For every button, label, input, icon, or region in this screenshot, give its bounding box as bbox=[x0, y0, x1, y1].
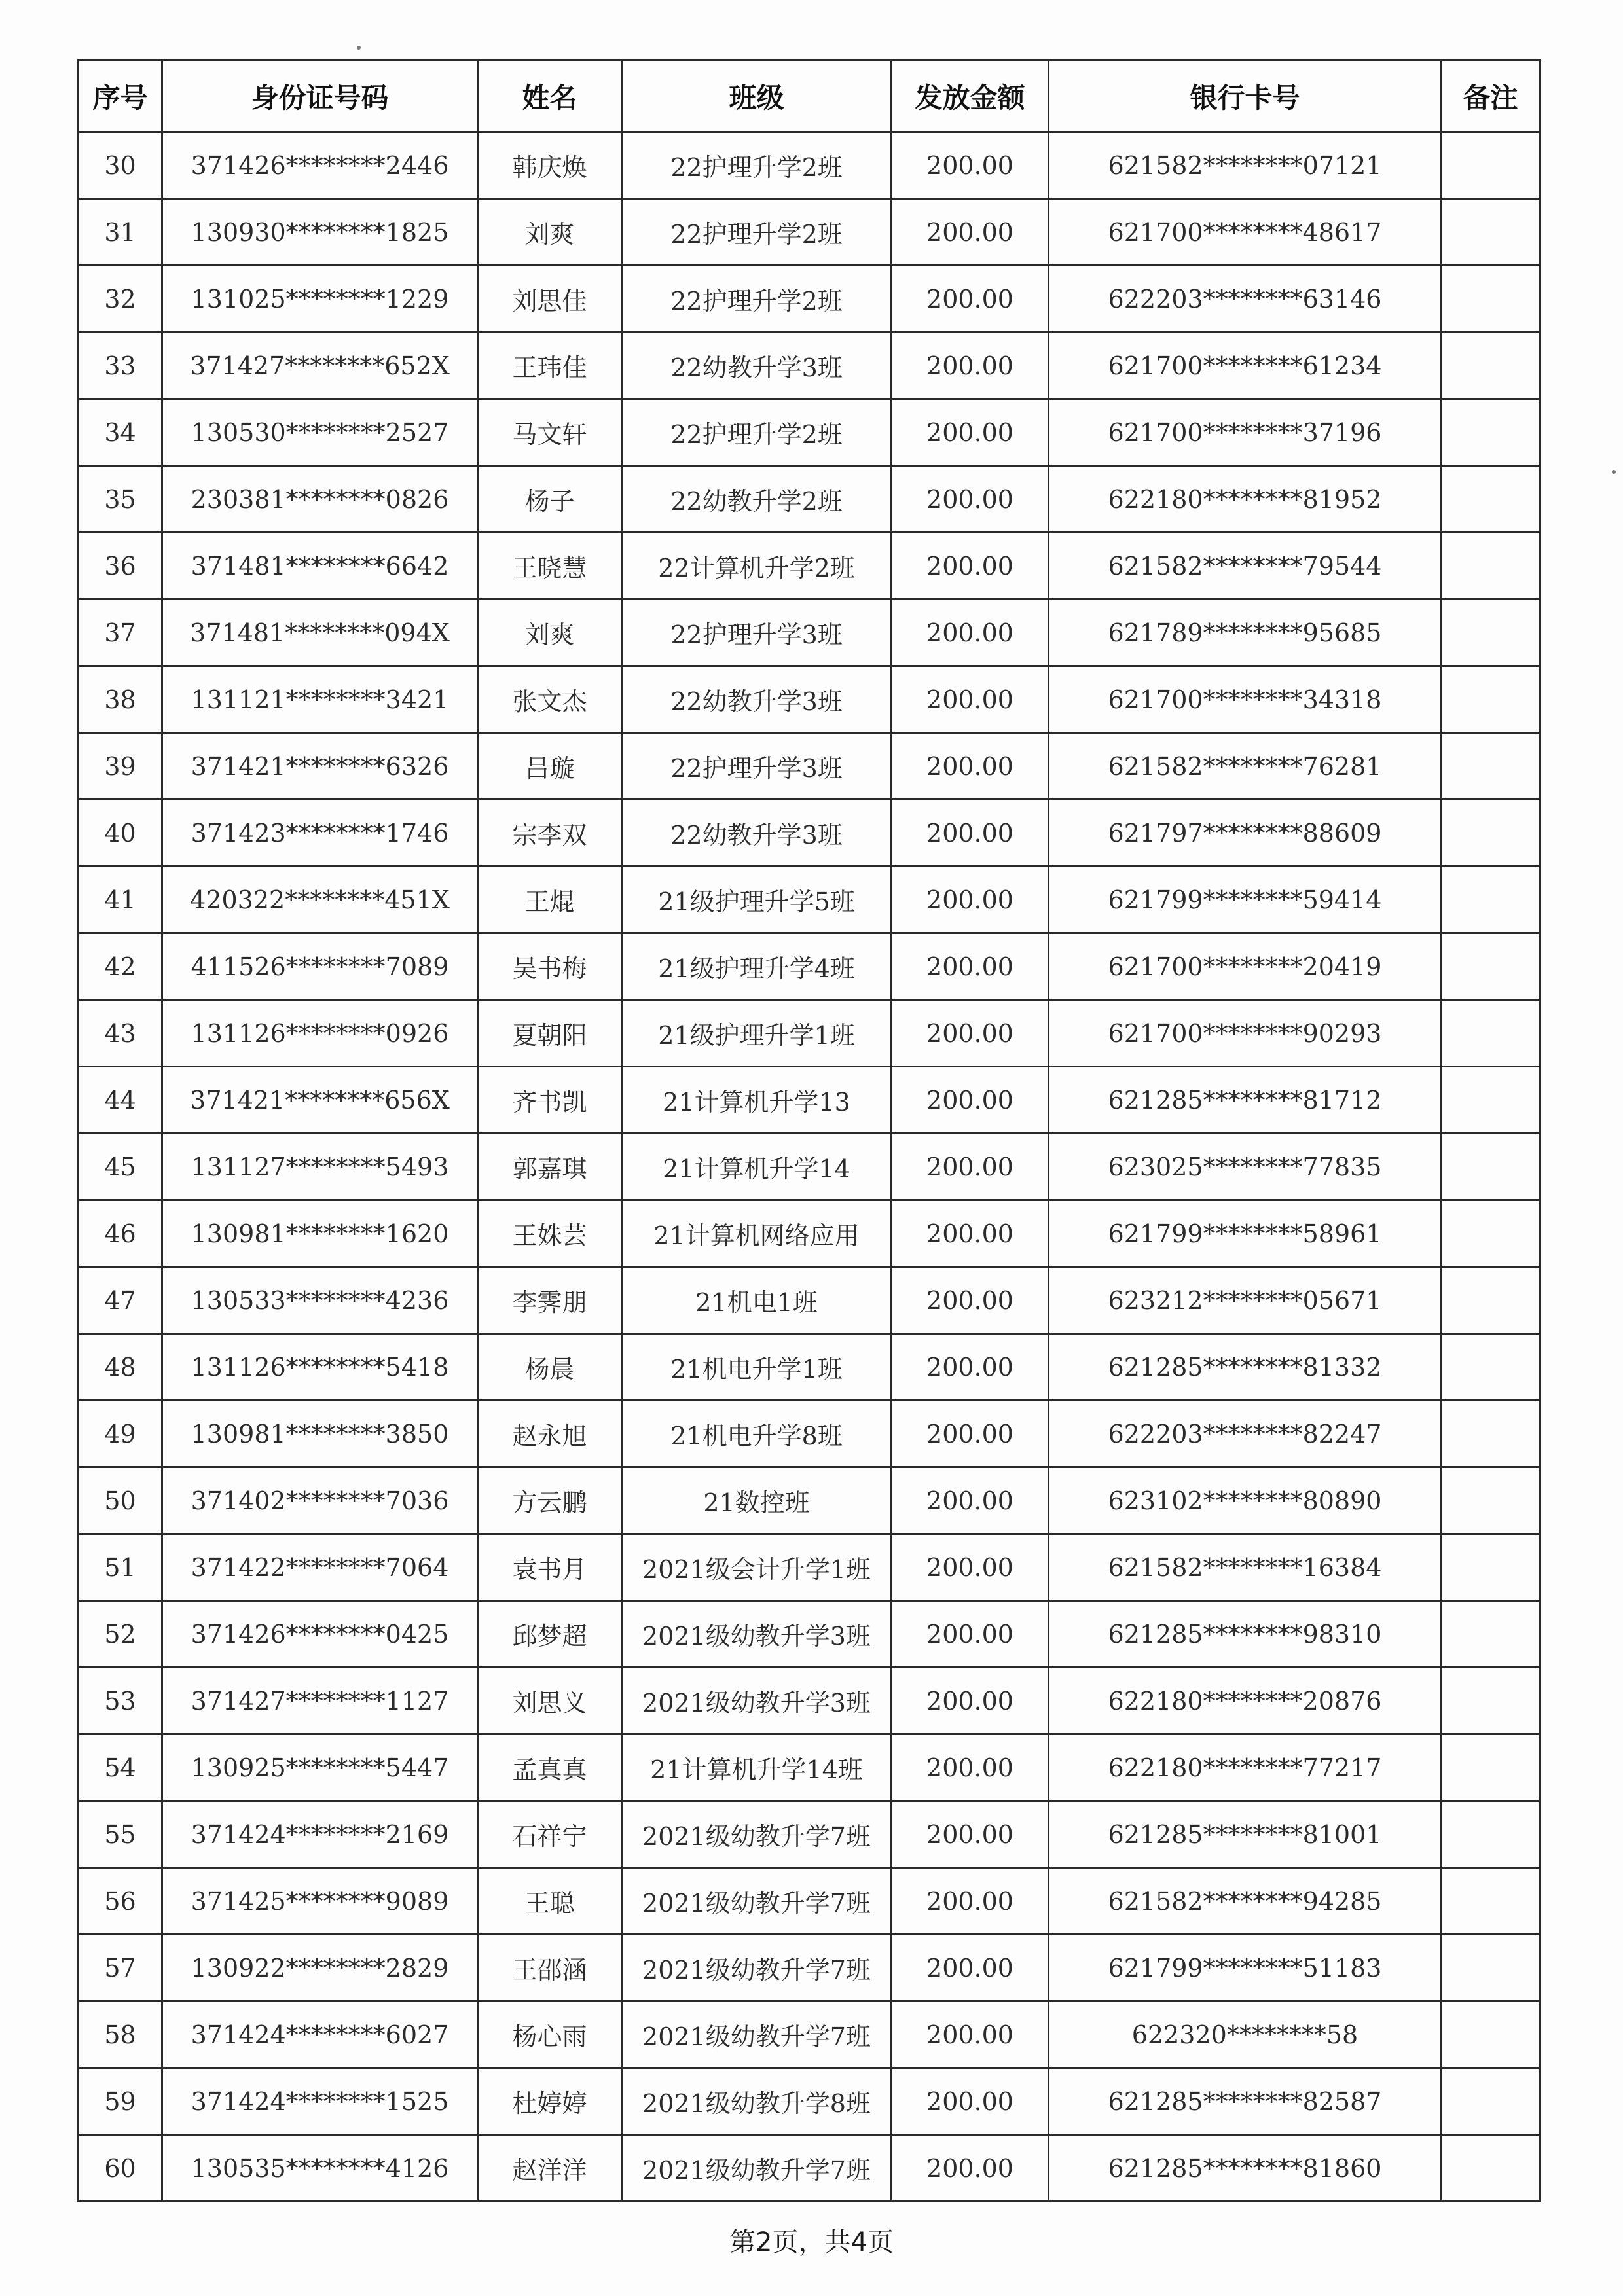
cell-id-number: 371427********1127 bbox=[162, 1668, 478, 1734]
cell-name: 郭嘉琪 bbox=[478, 1134, 622, 1200]
table-row bbox=[79, 1200, 1540, 1267]
cell-id-number: 371421********6326 bbox=[162, 733, 478, 800]
cell-amount: 200.00 bbox=[892, 1534, 1049, 1601]
scan-speck bbox=[1612, 470, 1616, 474]
cell-amount: 200.00 bbox=[892, 1734, 1049, 1801]
table-row bbox=[79, 1134, 1540, 1200]
cell-bank-card: 621797********88609 bbox=[1049, 800, 1442, 867]
cell-remarks bbox=[1442, 867, 1540, 933]
cell-index: 35 bbox=[79, 466, 162, 533]
cell-bank-card: 623025********77835 bbox=[1049, 1134, 1442, 1200]
cell-class: 22护理升学3班 bbox=[622, 733, 892, 800]
header-index: 序号 bbox=[79, 60, 162, 132]
cell-id-number: 130530********2527 bbox=[162, 399, 478, 466]
cell-bank-card: 621799********59414 bbox=[1049, 867, 1442, 933]
cell-class: 22护理升学2班 bbox=[622, 266, 892, 332]
table-row bbox=[79, 1401, 1540, 1467]
cell-amount: 200.00 bbox=[892, 399, 1049, 466]
cell-bank-card: 623212********05671 bbox=[1049, 1267, 1442, 1334]
cell-remarks bbox=[1442, 733, 1540, 800]
cell-class: 2021级幼教升学7班 bbox=[622, 1868, 892, 1935]
cell-remarks bbox=[1442, 132, 1540, 199]
cell-class: 21计算机网络应用 bbox=[622, 1200, 892, 1267]
page-indicator: 第2页，共4页 bbox=[729, 2227, 894, 2257]
table-body bbox=[79, 132, 1540, 2202]
cell-id-number: 130535********4126 bbox=[162, 2135, 478, 2202]
table-row bbox=[79, 199, 1540, 266]
cell-amount: 200.00 bbox=[892, 1401, 1049, 1467]
cell-remarks bbox=[1442, 332, 1540, 399]
cell-name: 吴书梅 bbox=[478, 933, 622, 1000]
table-row bbox=[79, 2135, 1540, 2202]
table-row bbox=[79, 1534, 1540, 1601]
cell-bank-card: 621799********51183 bbox=[1049, 1935, 1442, 2001]
cell-name: 王聪 bbox=[478, 1868, 622, 1935]
cell-bank-card: 621789********95685 bbox=[1049, 600, 1442, 666]
cell-index: 30 bbox=[79, 132, 162, 199]
cell-amount: 200.00 bbox=[892, 1134, 1049, 1200]
cell-class: 21机电升学1班 bbox=[622, 1334, 892, 1401]
cell-name: 刘思义 bbox=[478, 1668, 622, 1734]
cell-class: 2021级会计升学1班 bbox=[622, 1534, 892, 1601]
cell-remarks bbox=[1442, 1401, 1540, 1467]
cell-id-number: 130533********4236 bbox=[162, 1267, 478, 1334]
header-id-number: 身份证号码 bbox=[162, 60, 478, 132]
cell-name: 刘思佳 bbox=[478, 266, 622, 332]
cell-name: 杨心雨 bbox=[478, 2001, 622, 2068]
cell-name: 邱梦超 bbox=[478, 1601, 622, 1668]
cell-index: 60 bbox=[79, 2135, 162, 2202]
cell-remarks bbox=[1442, 800, 1540, 867]
cell-remarks bbox=[1442, 466, 1540, 533]
cell-class: 2021级幼教升学8班 bbox=[622, 2068, 892, 2135]
table-row bbox=[79, 533, 1540, 600]
cell-amount: 200.00 bbox=[892, 867, 1049, 933]
cell-class: 21计算机升学13 bbox=[622, 1067, 892, 1134]
table-row bbox=[79, 1000, 1540, 1067]
cell-bank-card: 621285********81712 bbox=[1049, 1067, 1442, 1134]
cell-class: 21机电升学8班 bbox=[622, 1401, 892, 1467]
cell-class: 22计算机升学2班 bbox=[622, 533, 892, 600]
cell-amount: 200.00 bbox=[892, 2001, 1049, 2068]
cell-class: 22幼教升学2班 bbox=[622, 466, 892, 533]
cell-id-number: 371424********6027 bbox=[162, 2001, 478, 2068]
cell-name: 杜婷婷 bbox=[478, 2068, 622, 2135]
cell-index: 44 bbox=[79, 1067, 162, 1134]
cell-name: 王玮佳 bbox=[478, 332, 622, 399]
table-row bbox=[79, 800, 1540, 867]
cell-id-number: 371423********1746 bbox=[162, 800, 478, 867]
cell-name: 杨晨 bbox=[478, 1334, 622, 1401]
cell-class: 2021级幼教升学3班 bbox=[622, 1601, 892, 1668]
cell-class: 21机电1班 bbox=[622, 1267, 892, 1334]
table-row bbox=[79, 1067, 1540, 1134]
cell-bank-card: 621285********81860 bbox=[1049, 2135, 1442, 2202]
cell-bank-card: 621700********61234 bbox=[1049, 332, 1442, 399]
cell-index: 59 bbox=[79, 2068, 162, 2135]
cell-amount: 200.00 bbox=[892, 1868, 1049, 1935]
cell-name: 石祥宁 bbox=[478, 1801, 622, 1868]
cell-bank-card: 622203********82247 bbox=[1049, 1401, 1442, 1467]
cell-name: 张文杰 bbox=[478, 666, 622, 733]
cell-id-number: 130930********1825 bbox=[162, 199, 478, 266]
cell-class: 22幼教升学3班 bbox=[622, 332, 892, 399]
cell-remarks bbox=[1442, 199, 1540, 266]
cell-amount: 200.00 bbox=[892, 1601, 1049, 1668]
cell-id-number: 130925********5447 bbox=[162, 1734, 478, 1801]
cell-remarks bbox=[1442, 933, 1540, 1000]
cell-amount: 200.00 bbox=[892, 466, 1049, 533]
header-amount: 发放金额 bbox=[892, 60, 1049, 132]
cell-index: 48 bbox=[79, 1334, 162, 1401]
cell-bank-card: 623102********80890 bbox=[1049, 1467, 1442, 1534]
cell-amount: 200.00 bbox=[892, 1267, 1049, 1334]
cell-name: 李霁朋 bbox=[478, 1267, 622, 1334]
header-row bbox=[79, 60, 1540, 132]
cell-bank-card: 622180********81952 bbox=[1049, 466, 1442, 533]
cell-index: 34 bbox=[79, 399, 162, 466]
cell-index: 40 bbox=[79, 800, 162, 867]
cell-class: 21计算机升学14 bbox=[622, 1134, 892, 1200]
cell-id-number: 371481********6642 bbox=[162, 533, 478, 600]
cell-amount: 200.00 bbox=[892, 332, 1049, 399]
table-row bbox=[79, 1334, 1540, 1401]
cell-amount: 200.00 bbox=[892, 266, 1049, 332]
cell-index: 47 bbox=[79, 1267, 162, 1334]
disbursement-table bbox=[77, 59, 1541, 2202]
cell-name: 王焜 bbox=[478, 867, 622, 933]
table-row bbox=[79, 132, 1540, 199]
table-row bbox=[79, 1868, 1540, 1935]
cell-id-number: 371425********9089 bbox=[162, 1868, 478, 1935]
cell-name: 韩庆焕 bbox=[478, 132, 622, 199]
cell-bank-card: 621582********94285 bbox=[1049, 1868, 1442, 1935]
cell-class: 22护理升学3班 bbox=[622, 600, 892, 666]
header-remarks: 备注 bbox=[1442, 60, 1540, 132]
cell-remarks bbox=[1442, 1200, 1540, 1267]
cell-remarks bbox=[1442, 1601, 1540, 1668]
table-row bbox=[79, 600, 1540, 666]
cell-name: 赵洋洋 bbox=[478, 2135, 622, 2202]
cell-class: 21级护理升学5班 bbox=[622, 867, 892, 933]
cell-class: 21计算机升学14班 bbox=[622, 1734, 892, 1801]
cell-index: 42 bbox=[79, 933, 162, 1000]
cell-class: 22护理升学2班 bbox=[622, 199, 892, 266]
cell-bank-card: 621700********20419 bbox=[1049, 933, 1442, 1000]
cell-index: 43 bbox=[79, 1000, 162, 1067]
header-class: 班级 bbox=[622, 60, 892, 132]
cell-id-number: 130981********1620 bbox=[162, 1200, 478, 1267]
cell-id-number: 131126********5418 bbox=[162, 1334, 478, 1401]
cell-id-number: 131025********1229 bbox=[162, 266, 478, 332]
cell-id-number: 371421********656X bbox=[162, 1067, 478, 1134]
cell-id-number: 130922********2829 bbox=[162, 1935, 478, 2001]
cell-class: 22护理升学2班 bbox=[622, 399, 892, 466]
cell-bank-card: 621285********81332 bbox=[1049, 1334, 1442, 1401]
cell-name: 齐书凯 bbox=[478, 1067, 622, 1134]
cell-amount: 200.00 bbox=[892, 666, 1049, 733]
cell-amount: 200.00 bbox=[892, 1668, 1049, 1734]
cell-class: 2021级幼教升学7班 bbox=[622, 2135, 892, 2202]
cell-amount: 200.00 bbox=[892, 132, 1049, 199]
table-row bbox=[79, 1267, 1540, 1334]
cell-amount: 200.00 bbox=[892, 533, 1049, 600]
cell-remarks bbox=[1442, 1668, 1540, 1734]
cell-class: 2021级幼教升学3班 bbox=[622, 1668, 892, 1734]
cell-index: 52 bbox=[79, 1601, 162, 1668]
cell-remarks bbox=[1442, 1134, 1540, 1200]
table-row bbox=[79, 2068, 1540, 2135]
cell-amount: 200.00 bbox=[892, 600, 1049, 666]
cell-remarks bbox=[1442, 1334, 1540, 1401]
cell-id-number: 230381********0826 bbox=[162, 466, 478, 533]
table-row bbox=[79, 1734, 1540, 1801]
cell-amount: 200.00 bbox=[892, 199, 1049, 266]
cell-index: 58 bbox=[79, 2001, 162, 2068]
cell-index: 45 bbox=[79, 1134, 162, 1200]
table-row bbox=[79, 1935, 1540, 2001]
cell-class: 21数控班 bbox=[622, 1467, 892, 1534]
cell-remarks bbox=[1442, 399, 1540, 466]
cell-bank-card: 621700********48617 bbox=[1049, 199, 1442, 266]
cell-class: 21级护理升学4班 bbox=[622, 933, 892, 1000]
cell-bank-card: 621285********98310 bbox=[1049, 1601, 1442, 1668]
cell-index: 37 bbox=[79, 600, 162, 666]
cell-index: 38 bbox=[79, 666, 162, 733]
cell-amount: 200.00 bbox=[892, 1467, 1049, 1534]
cell-index: 55 bbox=[79, 1801, 162, 1868]
cell-amount: 200.00 bbox=[892, 2135, 1049, 2202]
cell-id-number: 420322********451X bbox=[162, 867, 478, 933]
header-bank-card: 银行卡号 bbox=[1049, 60, 1442, 132]
table-row bbox=[79, 733, 1540, 800]
cell-name: 夏朝阳 bbox=[478, 1000, 622, 1067]
table-row bbox=[79, 933, 1540, 1000]
cell-bank-card: 622320********58 bbox=[1049, 2001, 1442, 2068]
table-row bbox=[79, 466, 1540, 533]
cell-index: 32 bbox=[79, 266, 162, 332]
cell-remarks bbox=[1442, 2068, 1540, 2135]
cell-bank-card: 621799********58961 bbox=[1049, 1200, 1442, 1267]
cell-remarks bbox=[1442, 1868, 1540, 1935]
table-row bbox=[79, 266, 1540, 332]
header-name: 姓名 bbox=[478, 60, 622, 132]
cell-id-number: 371426********2446 bbox=[162, 132, 478, 199]
cell-class: 22幼教升学3班 bbox=[622, 666, 892, 733]
table-row bbox=[79, 1668, 1540, 1734]
table-row bbox=[79, 1467, 1540, 1534]
cell-index: 31 bbox=[79, 199, 162, 266]
cell-remarks bbox=[1442, 1067, 1540, 1134]
cell-bank-card: 621285********82587 bbox=[1049, 2068, 1442, 2135]
cell-remarks bbox=[1442, 533, 1540, 600]
cell-bank-card: 622180********20876 bbox=[1049, 1668, 1442, 1734]
cell-amount: 200.00 bbox=[892, 2068, 1049, 2135]
cell-remarks bbox=[1442, 266, 1540, 332]
cell-index: 36 bbox=[79, 533, 162, 600]
cell-index: 56 bbox=[79, 1868, 162, 1935]
table-row bbox=[79, 399, 1540, 466]
cell-index: 57 bbox=[79, 1935, 162, 2001]
cell-class: 2021级幼教升学7班 bbox=[622, 1935, 892, 2001]
cell-index: 41 bbox=[79, 867, 162, 933]
table-row bbox=[79, 1801, 1540, 1868]
cell-class: 22幼教升学3班 bbox=[622, 800, 892, 867]
cell-remarks bbox=[1442, 666, 1540, 733]
cell-amount: 200.00 bbox=[892, 733, 1049, 800]
cell-name: 宗李双 bbox=[478, 800, 622, 867]
table-row bbox=[79, 332, 1540, 399]
cell-bank-card: 621582********79544 bbox=[1049, 533, 1442, 600]
cell-bank-card: 621582********76281 bbox=[1049, 733, 1442, 800]
cell-name: 马文轩 bbox=[478, 399, 622, 466]
cell-id-number: 411526********7089 bbox=[162, 933, 478, 1000]
cell-class: 21级护理升学1班 bbox=[622, 1000, 892, 1067]
cell-id-number: 371422********7064 bbox=[162, 1534, 478, 1601]
cell-class: 22护理升学2班 bbox=[622, 132, 892, 199]
cell-amount: 200.00 bbox=[892, 933, 1049, 1000]
cell-remarks bbox=[1442, 1801, 1540, 1868]
cell-name: 孟真真 bbox=[478, 1734, 622, 1801]
cell-index: 49 bbox=[79, 1401, 162, 1467]
cell-remarks bbox=[1442, 1267, 1540, 1334]
cell-remarks bbox=[1442, 2001, 1540, 2068]
cell-remarks bbox=[1442, 1935, 1540, 2001]
cell-amount: 200.00 bbox=[892, 800, 1049, 867]
cell-remarks bbox=[1442, 1534, 1540, 1601]
table-row bbox=[79, 666, 1540, 733]
cell-name: 吕璇 bbox=[478, 733, 622, 800]
cell-remarks bbox=[1442, 1467, 1540, 1534]
cell-bank-card: 621582********07121 bbox=[1049, 132, 1442, 199]
cell-bank-card: 622180********77217 bbox=[1049, 1734, 1442, 1801]
cell-bank-card: 621285********81001 bbox=[1049, 1801, 1442, 1868]
cell-amount: 200.00 bbox=[892, 1000, 1049, 1067]
cell-id-number: 371402********7036 bbox=[162, 1467, 478, 1534]
cell-id-number: 130981********3850 bbox=[162, 1401, 478, 1467]
cell-bank-card: 621700********90293 bbox=[1049, 1000, 1442, 1067]
cell-remarks bbox=[1442, 600, 1540, 666]
cell-amount: 200.00 bbox=[892, 1801, 1049, 1868]
cell-index: 53 bbox=[79, 1668, 162, 1734]
cell-class: 2021级幼教升学7班 bbox=[622, 2001, 892, 2068]
cell-remarks bbox=[1442, 2135, 1540, 2202]
cell-id-number: 371426********0425 bbox=[162, 1601, 478, 1668]
cell-index: 39 bbox=[79, 733, 162, 800]
cell-id-number: 131127********5493 bbox=[162, 1134, 478, 1200]
cell-remarks bbox=[1442, 1734, 1540, 1801]
cell-amount: 200.00 bbox=[892, 1200, 1049, 1267]
cell-index: 54 bbox=[79, 1734, 162, 1801]
cell-index: 51 bbox=[79, 1534, 162, 1601]
cell-bank-card: 622203********63146 bbox=[1049, 266, 1442, 332]
cell-amount: 200.00 bbox=[892, 1334, 1049, 1401]
cell-name: 方云鹏 bbox=[478, 1467, 622, 1534]
cell-bank-card: 621582********16384 bbox=[1049, 1534, 1442, 1601]
scan-speck bbox=[357, 46, 361, 50]
table-row bbox=[79, 867, 1540, 933]
cell-id-number: 371481********094X bbox=[162, 600, 478, 666]
cell-index: 50 bbox=[79, 1467, 162, 1534]
cell-index: 33 bbox=[79, 332, 162, 399]
cell-bank-card: 621700********34318 bbox=[1049, 666, 1442, 733]
cell-name: 袁书月 bbox=[478, 1534, 622, 1601]
cell-name: 刘爽 bbox=[478, 199, 622, 266]
cell-id-number: 371427********652X bbox=[162, 332, 478, 399]
table-row bbox=[79, 1601, 1540, 1668]
cell-class: 2021级幼教升学7班 bbox=[622, 1801, 892, 1868]
cell-id-number: 371424********1525 bbox=[162, 2068, 478, 2135]
cell-name: 杨子 bbox=[478, 466, 622, 533]
cell-index: 46 bbox=[79, 1200, 162, 1267]
cell-name: 王晓慧 bbox=[478, 533, 622, 600]
cell-name: 王邵涵 bbox=[478, 1935, 622, 2001]
cell-name: 王姝芸 bbox=[478, 1200, 622, 1267]
cell-id-number: 371424********2169 bbox=[162, 1801, 478, 1868]
cell-id-number: 131121********3421 bbox=[162, 666, 478, 733]
cell-bank-card: 621700********37196 bbox=[1049, 399, 1442, 466]
table-row bbox=[79, 2001, 1540, 2068]
cell-remarks bbox=[1442, 1000, 1540, 1067]
cell-name: 刘爽 bbox=[478, 600, 622, 666]
cell-amount: 200.00 bbox=[892, 1935, 1049, 2001]
cell-amount: 200.00 bbox=[892, 1067, 1049, 1134]
cell-id-number: 131126********0926 bbox=[162, 1000, 478, 1067]
cell-name: 赵永旭 bbox=[478, 1401, 622, 1467]
